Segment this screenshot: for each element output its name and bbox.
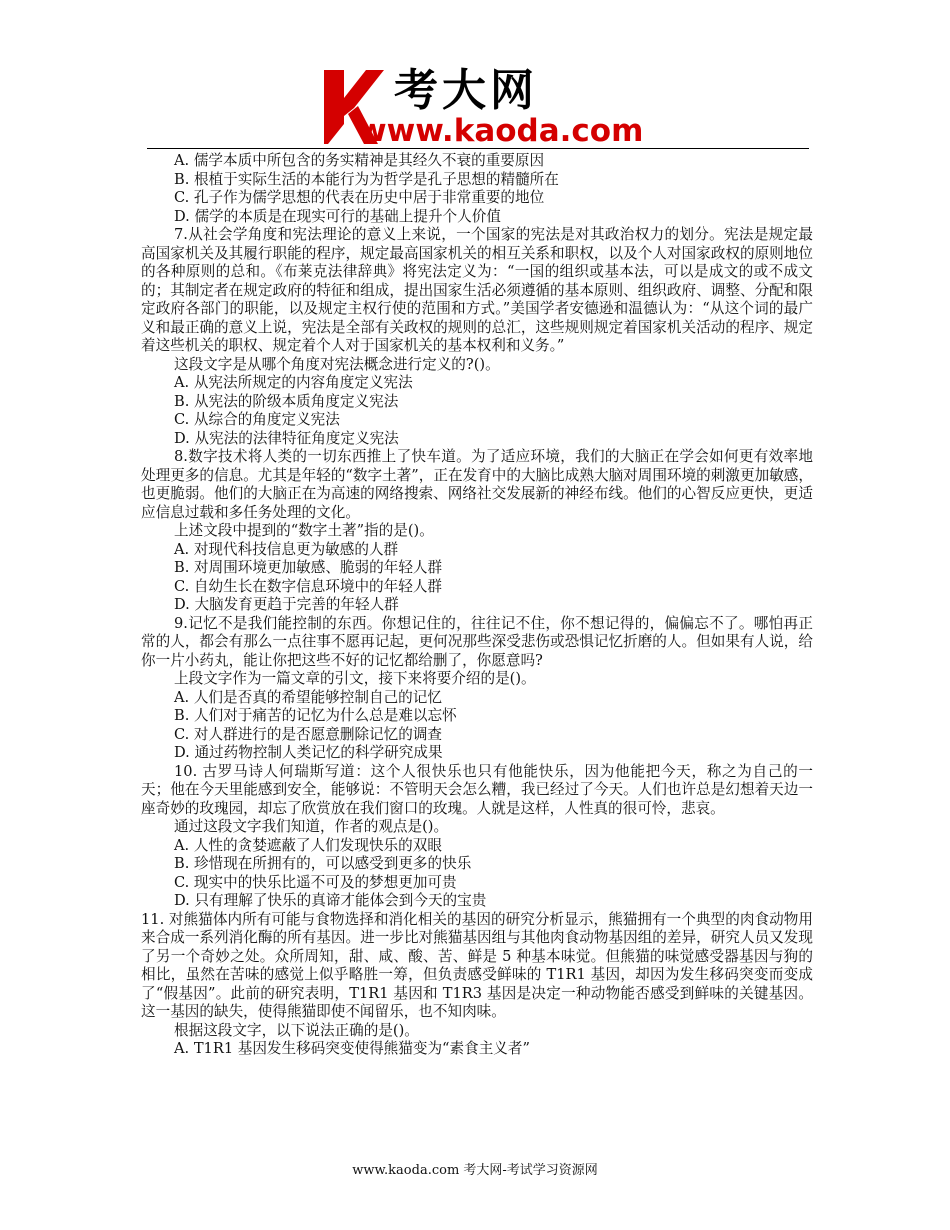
question-prompt: 通过这段文字我们知道，作者的观点是()。 [174, 818, 449, 835]
option-c: C. 现实中的快乐比遥不可及的梦想更加可贵 [174, 873, 457, 891]
option-b: B. 对周围环境更加敏感、脆弱的年轻人群 [174, 559, 443, 576]
page-footer: www.kaoda.com 考大网-考试学习资源网 [352, 1163, 598, 1178]
option-a: A. 人们是否真的希望能够控制自己的记忆 [174, 688, 442, 706]
option-b: B. 珍惜现在所拥有的，可以感受到更多的快乐 [174, 855, 472, 872]
option-b: B. 从宪法的阶级本质角度定义宪法 [174, 392, 399, 410]
logo-title: 考大网 [394, 65, 538, 116]
option-b: B. 根植于实际生活的本能行为为哲学是孔子思想的精髓所在 [174, 170, 559, 188]
option-a: A. 人性的贪婪遮蔽了人们发现快乐的双眼 [174, 836, 442, 854]
question-7 [141, 226, 813, 448]
option-a: A. 对现代科技信息更为敏感的人群 [174, 540, 399, 558]
option-d: D. 儒学的本质是在现实可行的基础上提升个人价值 [174, 207, 501, 225]
question-passage: 8.数字技术将人类的一切东西推上了快车道。为了适应环境，我们的大脑正在学会如何更有效率地处理更多的信息。尤其是年轻的“数字土著”，正在发育中的大脑比成熟大脑对周围环境的刺激更加敏感，也更脆弱。他们的大脑正在为高速的网络搜索、网络社交发展新的神经布线。他们的心智反应更快，更适应信息过载和多任务处理的文化。 [141, 448, 813, 521]
question-8 [141, 448, 813, 615]
exam-content [141, 152, 813, 1059]
option-c: C. 对人群进行的是否愿意删除记忆的调查 [174, 725, 443, 743]
question-passage: 10. 古罗马诗人何瑞斯写道：这个人很快乐也只有他能快乐，因为他能把今天，称之为自己的一天；他在今天里能感到安全，能够说：不管明天会怎么糟，我已经过了今天。人们也许总是幻想着天边一座奇妙的玫瑰园，却忘了欣赏放在我们窗口的玫瑰。人就是这样，人性真的很可怜，悲哀。 [141, 762, 813, 817]
option-d: D. 大脑发育更趋于完善的年轻人群 [174, 596, 399, 613]
question-10 [141, 763, 813, 911]
question-prompt: 上段文字作为一篇文章的引文，接下来将要介绍的是()。 [174, 670, 536, 687]
option-d: D. 只有理解了快乐的真谛才能体会到今天的宝贵 [174, 892, 487, 909]
question-prompt: 上述文段中提到的“数字土著”指的是()。 [174, 522, 434, 539]
option-c: C. 从综合的角度定义宪法 [174, 411, 340, 428]
logo-url: www.kaoda.com [358, 113, 644, 149]
question-prompt: 这段文字是从哪个角度对宪法概念进行定义的?()。 [174, 355, 500, 373]
option-a: A. T1R1 基因发生移码突变使得熊猫变为“素食主义者” [174, 1040, 530, 1057]
site-logo [318, 65, 644, 149]
header-divider [147, 148, 809, 149]
question-11 [141, 911, 813, 1059]
option-a: A. 从宪法所规定的内容角度定义宪法 [174, 374, 413, 391]
option-b: B. 人们对于痛苦的记忆为什么总是难以忘怀 [174, 707, 457, 724]
question-passage: 9.记忆不是我们能控制的东西。你想记住的，往往记不住，你不想记得的，偏偏忘不了。哪怕再正常的人，都会有那么一点往事不愿再记起，更何况那些深受悲伤或恐惧记忆折磨的人。但如果有人说，给你一片小药丸，能让你把这些不好的记忆都给删了，你愿意吗? [141, 614, 813, 669]
question-passage: 11. 对熊猫体内所有可能与食物选择和消化相关的基因的研究分析显示，熊猫拥有一个典型的肉食动物用来合成一系列消化酶的所有基因。进一步比对熊猫基因组与其他肉食动物基因组的差异，研究人员又发现了另一个奇妙之处。众所周知，甜、咸、酸、苦、鲜是 5 种基本味觉。但熊猫的味觉感受器基因与狗的相比，虽然在苦味的感觉上似乎略胜一筹，但负责感受鲜味的 T1R1 基因，却因为发生移码突变而变成了“假基因”。此前的研究表明，T1R1 基因和 T1R3 基因是决定一种动物能否感受到鲜味的关键基因。这一基因的缺失，使得熊猫即使不闻留乐，也不知肉味。 [141, 910, 813, 1020]
option-d: D. 通过药物控制人类记忆的科学研究成果 [174, 744, 443, 761]
question-9 [141, 615, 813, 763]
option-c: C. 孔子作为儒学思想的代表在历史中居于非常重要的地位 [174, 189, 545, 206]
question-6-options [141, 152, 813, 226]
option-d: D. 从宪法的法律特征角度定义宪法 [174, 429, 399, 447]
question-passage: 7.从社会学角度和宪法理论的意义上来说，一个国家的宪法是对其政治权力的划分。宪法是规定最高国家机关及其履行职能的程序，规定最高国家机关的相互关系和职权，以及个人对国家政权的原则地位的各种原则的总和。《布莱克法律辞典》将宪法定义为：“一国的组织或基本法，可以是成文的或不成文的；其制定者在规定政府的特征和组成，提出国家生活必须遵循的基本原则、组织政府、调整、分配和限定政府各部门的职能，以及规定主权行使的范围和方式。”美国学者安德逊和温德认为：“从这个词的最广义和最正确的意义上说，宪法是全部有关政权的规则的总汇，这些规则规定着国家机关活动的程序、规定着这些机关的职权、规定着个人对于国家机关的基本权利和义务。” [141, 226, 813, 354]
option-a: A. 儒学本质中所包含的务实精神是其经久不衰的重要原因 [174, 152, 545, 169]
question-prompt: 根据这段文字，以下说法正确的是()。 [174, 1021, 419, 1039]
option-c: C. 自幼生长在数字信息环境中的年轻人群 [174, 577, 443, 595]
